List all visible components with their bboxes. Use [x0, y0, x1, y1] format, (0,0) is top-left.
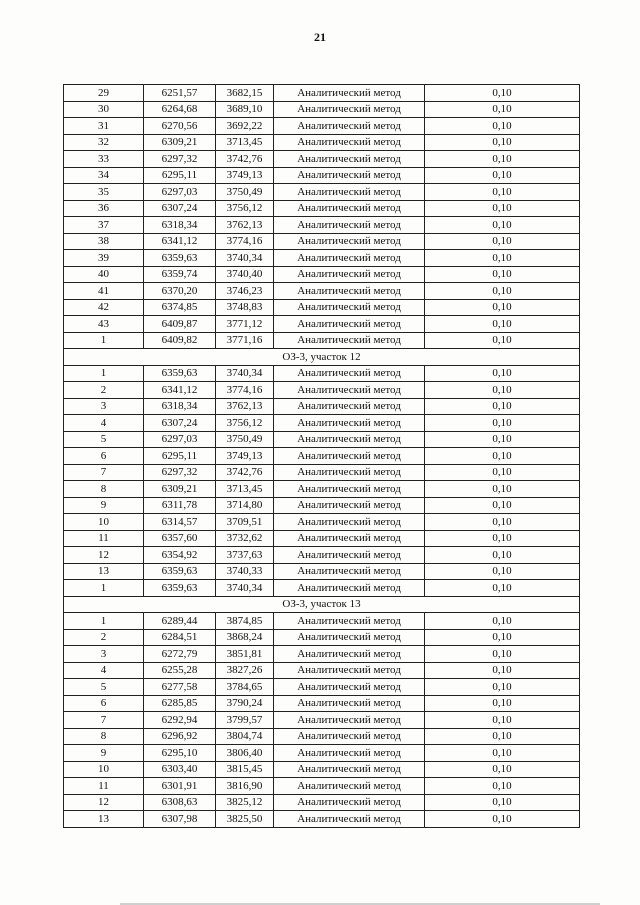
- x-coordinate-cell: 6359,63: [144, 250, 216, 267]
- y-coordinate-cell: 3748,83: [216, 299, 274, 316]
- x-coordinate-cell: 6307,24: [144, 415, 216, 432]
- x-coordinate-cell: 6311,78: [144, 497, 216, 514]
- table-row: [64, 382, 580, 399]
- section-title: ОЗ-3, участок 12: [64, 349, 580, 366]
- y-coordinate-cell: 3740,40: [216, 266, 274, 283]
- accuracy-cell: 0,10: [425, 448, 580, 465]
- table-row: [64, 448, 580, 465]
- x-coordinate-cell: 6370,20: [144, 283, 216, 300]
- point-number-cell: 38: [64, 233, 144, 250]
- y-coordinate-cell: 3740,33: [216, 563, 274, 580]
- x-coordinate-cell: 6297,32: [144, 464, 216, 481]
- method-cell: Аналитический метод: [274, 514, 425, 531]
- accuracy-cell: 0,10: [425, 778, 580, 795]
- x-coordinate-cell: 6309,21: [144, 134, 216, 151]
- method-cell: Аналитический метод: [274, 415, 425, 432]
- y-coordinate-cell: 3750,49: [216, 431, 274, 448]
- method-cell: Аналитический метод: [274, 794, 425, 811]
- method-cell: Аналитический метод: [274, 530, 425, 547]
- table-row: [64, 398, 580, 415]
- accuracy-cell: 0,10: [425, 250, 580, 267]
- method-cell: Аналитический метод: [274, 365, 425, 382]
- point-number-cell: 7: [64, 464, 144, 481]
- table-row: [64, 662, 580, 679]
- y-coordinate-cell: 3868,24: [216, 629, 274, 646]
- accuracy-cell: 0,10: [425, 745, 580, 762]
- accuracy-cell: 0,10: [425, 233, 580, 250]
- accuracy-cell: 0,10: [425, 151, 580, 168]
- method-cell: Аналитический метод: [274, 217, 425, 234]
- accuracy-cell: 0,10: [425, 563, 580, 580]
- y-coordinate-cell: 3874,85: [216, 613, 274, 630]
- table-row: [64, 761, 580, 778]
- point-number-cell: 40: [64, 266, 144, 283]
- x-coordinate-cell: 6270,56: [144, 118, 216, 135]
- point-number-cell: 7: [64, 712, 144, 729]
- x-coordinate-cell: 6272,79: [144, 646, 216, 663]
- y-coordinate-cell: 3740,34: [216, 365, 274, 382]
- x-coordinate-cell: 6251,57: [144, 85, 216, 102]
- y-coordinate-cell: 3746,23: [216, 283, 274, 300]
- method-cell: Аналитический метод: [274, 497, 425, 514]
- table-row: [64, 728, 580, 745]
- point-number-cell: 29: [64, 85, 144, 102]
- x-coordinate-cell: 6255,28: [144, 662, 216, 679]
- point-number-cell: 9: [64, 745, 144, 762]
- x-coordinate-cell: 6297,03: [144, 184, 216, 201]
- x-coordinate-cell: 6297,03: [144, 431, 216, 448]
- y-coordinate-cell: 3825,12: [216, 794, 274, 811]
- point-number-cell: 12: [64, 794, 144, 811]
- y-coordinate-cell: 3750,49: [216, 184, 274, 201]
- method-cell: Аналитический метод: [274, 695, 425, 712]
- y-coordinate-cell: 3774,16: [216, 233, 274, 250]
- y-coordinate-cell: 3742,76: [216, 464, 274, 481]
- method-cell: Аналитический метод: [274, 481, 425, 498]
- x-coordinate-cell: 6409,87: [144, 316, 216, 333]
- point-number-cell: 3: [64, 646, 144, 663]
- table-row: [64, 332, 580, 349]
- table-row: [64, 530, 580, 547]
- coordinates-table-body: [64, 85, 580, 828]
- x-coordinate-cell: 6309,21: [144, 481, 216, 498]
- y-coordinate-cell: 3762,13: [216, 398, 274, 415]
- point-number-cell: 2: [64, 629, 144, 646]
- section-header-row: [64, 596, 580, 613]
- y-coordinate-cell: 3774,16: [216, 382, 274, 399]
- accuracy-cell: 0,10: [425, 464, 580, 481]
- point-number-cell: 12: [64, 547, 144, 564]
- x-coordinate-cell: 6374,85: [144, 299, 216, 316]
- table-row: [64, 316, 580, 333]
- table-row: [64, 200, 580, 217]
- point-number-cell: 4: [64, 415, 144, 432]
- y-coordinate-cell: 3737,63: [216, 547, 274, 564]
- accuracy-cell: 0,10: [425, 761, 580, 778]
- y-coordinate-cell: 3851,81: [216, 646, 274, 663]
- table-row: [64, 695, 580, 712]
- y-coordinate-cell: 3784,65: [216, 679, 274, 696]
- y-coordinate-cell: 3749,13: [216, 448, 274, 465]
- y-coordinate-cell: 3692,22: [216, 118, 274, 135]
- y-coordinate-cell: 3756,12: [216, 200, 274, 217]
- point-number-cell: 10: [64, 514, 144, 531]
- point-number-cell: 39: [64, 250, 144, 267]
- y-coordinate-cell: 3749,13: [216, 167, 274, 184]
- x-coordinate-cell: 6354,92: [144, 547, 216, 564]
- x-coordinate-cell: 6357,60: [144, 530, 216, 547]
- y-coordinate-cell: 3806,40: [216, 745, 274, 762]
- point-number-cell: 1: [64, 332, 144, 349]
- y-coordinate-cell: 3742,76: [216, 151, 274, 168]
- point-number-cell: 13: [64, 811, 144, 828]
- x-coordinate-cell: 6359,63: [144, 563, 216, 580]
- point-number-cell: 10: [64, 761, 144, 778]
- x-coordinate-cell: 6284,51: [144, 629, 216, 646]
- accuracy-cell: 0,10: [425, 134, 580, 151]
- y-coordinate-cell: 3804,74: [216, 728, 274, 745]
- method-cell: Аналитический метод: [274, 382, 425, 399]
- coordinates-table: [63, 84, 580, 828]
- accuracy-cell: 0,10: [425, 398, 580, 415]
- x-coordinate-cell: 6314,57: [144, 514, 216, 531]
- method-cell: Аналитический метод: [274, 563, 425, 580]
- method-cell: Аналитический метод: [274, 332, 425, 349]
- section-title: ОЗ-3, участок 13: [64, 596, 580, 613]
- point-number-cell: 1: [64, 613, 144, 630]
- table-row: [64, 134, 580, 151]
- method-cell: Аналитический метод: [274, 629, 425, 646]
- table-row: [64, 745, 580, 762]
- table-row: [64, 497, 580, 514]
- method-cell: Аналитический метод: [274, 547, 425, 564]
- point-number-cell: 8: [64, 728, 144, 745]
- accuracy-cell: 0,10: [425, 613, 580, 630]
- point-number-cell: 13: [64, 563, 144, 580]
- table-row: [64, 431, 580, 448]
- point-number-cell: 42: [64, 299, 144, 316]
- table-row: [64, 365, 580, 382]
- accuracy-cell: 0,10: [425, 497, 580, 514]
- x-coordinate-cell: 6341,12: [144, 382, 216, 399]
- point-number-cell: 4: [64, 662, 144, 679]
- method-cell: Аналитический метод: [274, 233, 425, 250]
- page-number: 21: [314, 30, 326, 44]
- point-number-cell: 30: [64, 101, 144, 118]
- point-number-cell: 36: [64, 200, 144, 217]
- method-cell: Аналитический метод: [274, 118, 425, 135]
- method-cell: Аналитический метод: [274, 448, 425, 465]
- accuracy-cell: 0,10: [425, 662, 580, 679]
- point-number-cell: 9: [64, 497, 144, 514]
- accuracy-cell: 0,10: [425, 332, 580, 349]
- method-cell: Аналитический метод: [274, 299, 425, 316]
- accuracy-cell: 0,10: [425, 580, 580, 597]
- table-row: [64, 151, 580, 168]
- accuracy-cell: 0,10: [425, 646, 580, 663]
- x-coordinate-cell: 6289,44: [144, 613, 216, 630]
- y-coordinate-cell: 3799,57: [216, 712, 274, 729]
- method-cell: Аналитический метод: [274, 613, 425, 630]
- point-number-cell: 41: [64, 283, 144, 300]
- accuracy-cell: 0,10: [425, 712, 580, 729]
- accuracy-cell: 0,10: [425, 547, 580, 564]
- accuracy-cell: 0,10: [425, 365, 580, 382]
- table-row: [64, 233, 580, 250]
- table-row: [64, 85, 580, 102]
- method-cell: Аналитический метод: [274, 250, 425, 267]
- x-coordinate-cell: 6301,91: [144, 778, 216, 795]
- x-coordinate-cell: 6292,94: [144, 712, 216, 729]
- x-coordinate-cell: 6318,34: [144, 398, 216, 415]
- method-cell: Аналитический метод: [274, 167, 425, 184]
- x-coordinate-cell: 6264,68: [144, 101, 216, 118]
- x-coordinate-cell: 6359,63: [144, 580, 216, 597]
- y-coordinate-cell: 3682,15: [216, 85, 274, 102]
- table-row: [64, 101, 580, 118]
- point-number-cell: 8: [64, 481, 144, 498]
- y-coordinate-cell: 3790,24: [216, 695, 274, 712]
- accuracy-cell: 0,10: [425, 85, 580, 102]
- table-row: [64, 646, 580, 663]
- y-coordinate-cell: 3771,16: [216, 332, 274, 349]
- method-cell: Аналитический метод: [274, 398, 425, 415]
- table-row: [64, 217, 580, 234]
- method-cell: Аналитический метод: [274, 316, 425, 333]
- x-coordinate-cell: 6341,12: [144, 233, 216, 250]
- method-cell: Аналитический метод: [274, 283, 425, 300]
- table-row: [64, 547, 580, 564]
- y-coordinate-cell: 3771,12: [216, 316, 274, 333]
- point-number-cell: 5: [64, 679, 144, 696]
- method-cell: Аналитический метод: [274, 778, 425, 795]
- x-coordinate-cell: 6359,63: [144, 365, 216, 382]
- accuracy-cell: 0,10: [425, 118, 580, 135]
- x-coordinate-cell: 6359,74: [144, 266, 216, 283]
- y-coordinate-cell: 3740,34: [216, 580, 274, 597]
- method-cell: Аналитический метод: [274, 662, 425, 679]
- y-coordinate-cell: 3713,45: [216, 481, 274, 498]
- section-header-row: [64, 349, 580, 366]
- accuracy-cell: 0,10: [425, 679, 580, 696]
- x-coordinate-cell: 6285,85: [144, 695, 216, 712]
- table-row: [64, 415, 580, 432]
- y-coordinate-cell: 3689,10: [216, 101, 274, 118]
- accuracy-cell: 0,10: [425, 184, 580, 201]
- accuracy-cell: 0,10: [425, 217, 580, 234]
- method-cell: Аналитический метод: [274, 151, 425, 168]
- method-cell: Аналитический метод: [274, 679, 425, 696]
- table-row: [64, 712, 580, 729]
- accuracy-cell: 0,10: [425, 514, 580, 531]
- table-row: [64, 464, 580, 481]
- method-cell: Аналитический метод: [274, 745, 425, 762]
- x-coordinate-cell: 6297,32: [144, 151, 216, 168]
- point-number-cell: 1: [64, 580, 144, 597]
- y-coordinate-cell: 3732,62: [216, 530, 274, 547]
- point-number-cell: 34: [64, 167, 144, 184]
- accuracy-cell: 0,10: [425, 266, 580, 283]
- y-coordinate-cell: 3713,45: [216, 134, 274, 151]
- point-number-cell: 3: [64, 398, 144, 415]
- y-coordinate-cell: 3816,90: [216, 778, 274, 795]
- y-coordinate-cell: 3762,13: [216, 217, 274, 234]
- point-number-cell: 1: [64, 365, 144, 382]
- point-number-cell: 2: [64, 382, 144, 399]
- y-coordinate-cell: 3714,80: [216, 497, 274, 514]
- y-coordinate-cell: 3756,12: [216, 415, 274, 432]
- accuracy-cell: 0,10: [425, 695, 580, 712]
- x-coordinate-cell: 6307,98: [144, 811, 216, 828]
- point-number-cell: 32: [64, 134, 144, 151]
- accuracy-cell: 0,10: [425, 629, 580, 646]
- accuracy-cell: 0,10: [425, 101, 580, 118]
- point-number-cell: 35: [64, 184, 144, 201]
- table-row: [64, 118, 580, 135]
- method-cell: Аналитический метод: [274, 646, 425, 663]
- table-row: [64, 811, 580, 828]
- x-coordinate-cell: 6295,11: [144, 167, 216, 184]
- point-number-cell: 31: [64, 118, 144, 135]
- table-row: [64, 613, 580, 630]
- method-cell: Аналитический метод: [274, 134, 425, 151]
- table-row: [64, 794, 580, 811]
- accuracy-cell: 0,10: [425, 415, 580, 432]
- y-coordinate-cell: 3827,26: [216, 662, 274, 679]
- table-row: [64, 563, 580, 580]
- method-cell: Аналитический метод: [274, 101, 425, 118]
- accuracy-cell: 0,10: [425, 811, 580, 828]
- method-cell: Аналитический метод: [274, 712, 425, 729]
- method-cell: Аналитический метод: [274, 464, 425, 481]
- x-coordinate-cell: 6295,10: [144, 745, 216, 762]
- x-coordinate-cell: 6409,82: [144, 332, 216, 349]
- table-row: [64, 629, 580, 646]
- point-number-cell: 11: [64, 778, 144, 795]
- accuracy-cell: 0,10: [425, 431, 580, 448]
- method-cell: Аналитический метод: [274, 728, 425, 745]
- point-number-cell: 33: [64, 151, 144, 168]
- y-coordinate-cell: 3825,50: [216, 811, 274, 828]
- table-row: [64, 778, 580, 795]
- table-row: [64, 299, 580, 316]
- table-row: [64, 679, 580, 696]
- accuracy-cell: 0,10: [425, 200, 580, 217]
- table-row: [64, 250, 580, 267]
- accuracy-cell: 0,10: [425, 794, 580, 811]
- table-row: [64, 184, 580, 201]
- point-number-cell: 11: [64, 530, 144, 547]
- accuracy-cell: 0,10: [425, 530, 580, 547]
- x-coordinate-cell: 6308,63: [144, 794, 216, 811]
- table-row: [64, 514, 580, 531]
- accuracy-cell: 0,10: [425, 299, 580, 316]
- x-coordinate-cell: 6296,92: [144, 728, 216, 745]
- method-cell: Аналитический метод: [274, 580, 425, 597]
- x-coordinate-cell: 6295,11: [144, 448, 216, 465]
- y-coordinate-cell: 3740,34: [216, 250, 274, 267]
- x-coordinate-cell: 6303,40: [144, 761, 216, 778]
- accuracy-cell: 0,10: [425, 316, 580, 333]
- table-row: [64, 580, 580, 597]
- x-coordinate-cell: 6307,24: [144, 200, 216, 217]
- method-cell: Аналитический метод: [274, 266, 425, 283]
- table-row: [64, 481, 580, 498]
- method-cell: Аналитический метод: [274, 431, 425, 448]
- table-row: [64, 266, 580, 283]
- method-cell: Аналитический метод: [274, 184, 425, 201]
- accuracy-cell: 0,10: [425, 481, 580, 498]
- method-cell: Аналитический метод: [274, 811, 425, 828]
- y-coordinate-cell: 3815,45: [216, 761, 274, 778]
- point-number-cell: 43: [64, 316, 144, 333]
- point-number-cell: 6: [64, 448, 144, 465]
- point-number-cell: 5: [64, 431, 144, 448]
- point-number-cell: 37: [64, 217, 144, 234]
- table-row: [64, 283, 580, 300]
- table-row: [64, 167, 580, 184]
- accuracy-cell: 0,10: [425, 728, 580, 745]
- method-cell: Аналитический метод: [274, 761, 425, 778]
- point-number-cell: 6: [64, 695, 144, 712]
- accuracy-cell: 0,10: [425, 167, 580, 184]
- accuracy-cell: 0,10: [425, 382, 580, 399]
- x-coordinate-cell: 6318,34: [144, 217, 216, 234]
- x-coordinate-cell: 6277,58: [144, 679, 216, 696]
- method-cell: Аналитический метод: [274, 200, 425, 217]
- y-coordinate-cell: 3709,51: [216, 514, 274, 531]
- method-cell: Аналитический метод: [274, 85, 425, 102]
- accuracy-cell: 0,10: [425, 283, 580, 300]
